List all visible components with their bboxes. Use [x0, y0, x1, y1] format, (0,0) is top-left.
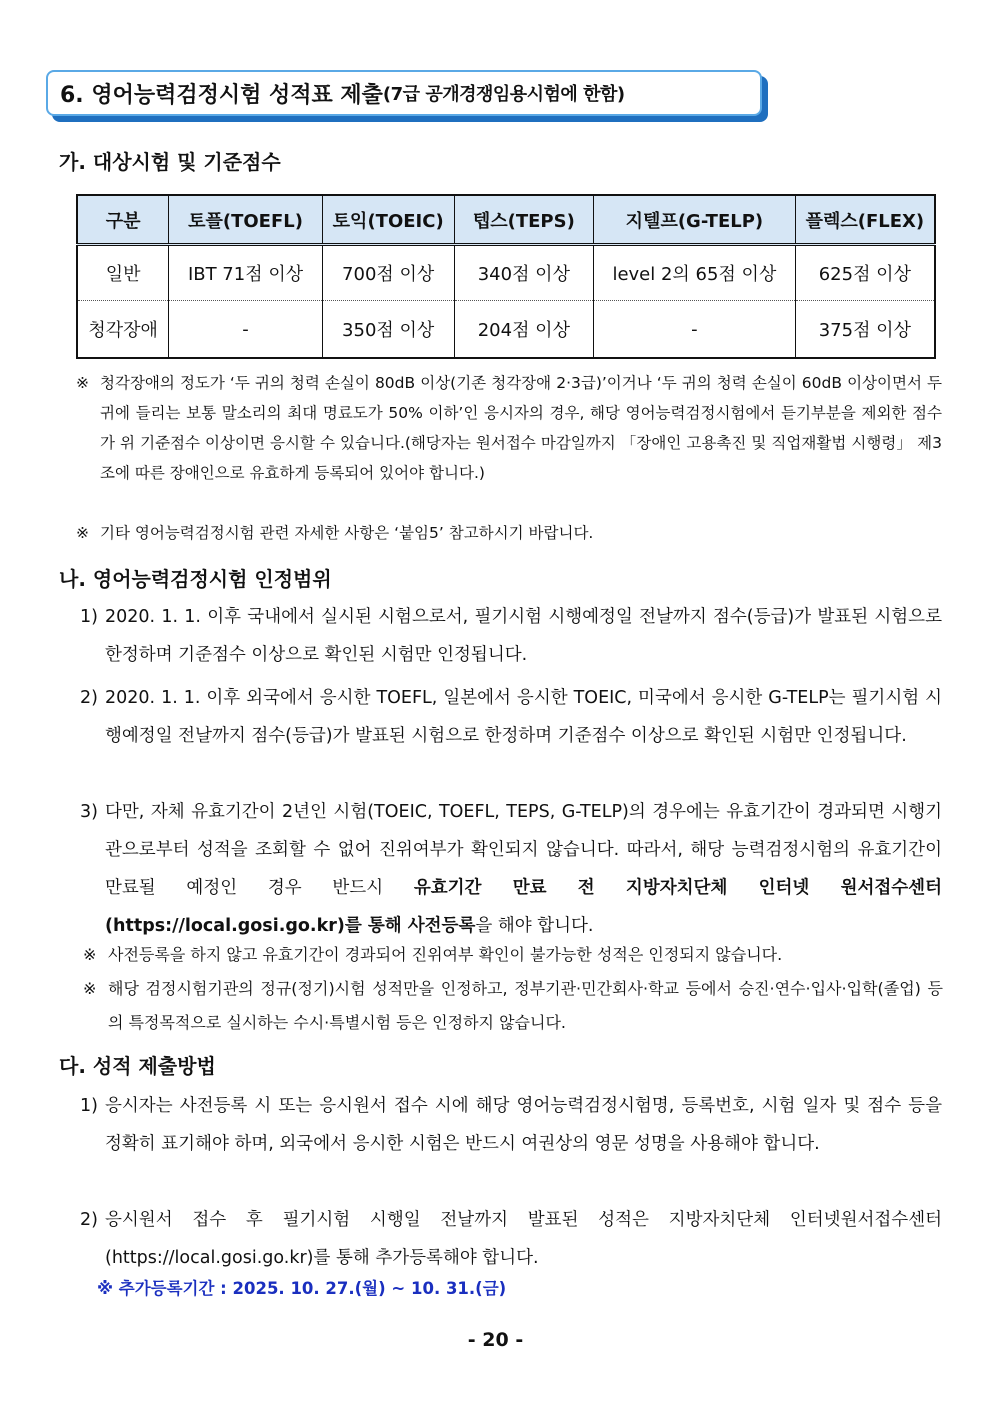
list-item: [80, 598, 942, 674]
subsection-b-heading: 나. 영어능력검정시험 인정범위: [59, 567, 332, 591]
note-mark: ※: [83, 979, 97, 998]
score-table-header-row: [77, 195, 935, 245]
table-row: [77, 245, 935, 301]
table-header-toefl: 토플(TOEFL): [169, 195, 323, 245]
note-preregistration: [83, 938, 943, 972]
item-number: 2): [80, 1210, 98, 1230]
table-header-gtelp: 지텔프(G-TELP): [594, 195, 796, 245]
note-mark: ※: [76, 524, 89, 542]
item-text: [105, 793, 942, 945]
table-cell: IBT 71점 이상: [169, 245, 323, 301]
note-text: 청각장애의 정도가 ‘두 귀의 청력 손실이 80dB 이상(기존 청각장애 2·3급)’이거나 ‘두 귀의 청력 손실이 60dB 이상이면서 두 귀에 들리는 보통 말소리의 최대 명료도가 50% 이하’인 응시자의 경우, 해당 영어능력검정시험에서 듣기부분을 제외한 점수가 위 기준점수 이상이면 응시할 수 있습니다.(해당자는 원서접수 마감일까지 「장애인 고용촉진 및 직업재활법 시행령」 제3조에 따른 장애인으로 유효하게 등록되어 있어야 합니다.): [100, 374, 942, 482]
note-regular-exam: [83, 972, 943, 1040]
item-text-after: 을 해야 합니다.: [475, 916, 594, 936]
table-header-toeic: 토익(TOEIC): [322, 195, 454, 245]
list-item: [80, 1087, 942, 1163]
table-cell: level 2의 65점 이상: [594, 245, 796, 301]
table-cell: -: [169, 301, 323, 359]
item-number: 1): [80, 1096, 98, 1116]
section-title-main: 6. 영어능력검정시험 성적표 제출: [60, 82, 383, 108]
item-text-before: 다만, 자체 유효기간이 2년인 시험(TOEIC, TOEFL, TEPS, G-TELP)의 경우에는 유효기간이 경과되면 시행기관으로부터 성적을 조회할 수 없어 진위여부가 확인되지 않습니다. 따라서, 해당 능력검정시험의 유효기간이 만료될 예정인 경우 반드시: [105, 802, 942, 898]
list-item: [80, 1201, 942, 1277]
table-cell: 204점 이상: [454, 301, 594, 359]
table-header-teps: 텝스(TEPS): [454, 195, 594, 245]
table-header-flex: 플렉스(FLEX): [795, 195, 935, 245]
table-row: [77, 301, 935, 359]
subsection-c-heading: 다. 성적 제출방법: [59, 1054, 216, 1078]
note-attachment: [76, 518, 942, 548]
subsection-a-heading: 가. 대상시험 및 기준점수: [59, 150, 281, 174]
section-title-sub: (7급 공개경쟁임용시험에 한함): [382, 84, 625, 105]
table-cell: 350점 이상: [322, 301, 454, 359]
note-mark: ※: [76, 374, 89, 392]
additional-registration-period: ※ 추가등록기간 : 2025. 10. 27.(월) ~ 10. 31.(금): [97, 1279, 507, 1298]
list-item: [80, 793, 942, 945]
note-text: 기타 영어능력검정시험 관련 자세한 사항은 ‘붙임5’ 참고하시기 바랍니다.: [100, 524, 594, 542]
section-title: [46, 70, 762, 116]
item-number: 3): [80, 802, 98, 822]
table-cell: 375점 이상: [795, 301, 935, 359]
table-header-category: 구분: [77, 195, 169, 245]
page-number: - 20 -: [467, 1329, 524, 1351]
item-number: 1): [80, 607, 98, 627]
note-hearing-impaired: [76, 368, 942, 488]
item-text: 응시자는 사전등록 시 또는 응시원서 접수 시에 해당 영어능력검정시험명, 등록번호, 시험 일자 및 점수 등을 정확히 표기해야 하며, 외국에서 응시한 시험은 반드시 여권상의 영문 성명을 사용해야 합니다.: [105, 1096, 942, 1154]
table-cell: -: [594, 301, 796, 359]
list-item: [80, 679, 942, 755]
note-text: 해당 검정시험기관의 정규(정기)시험 성적만을 인정하고, 정부기관·민간회사·학교 등에서 승진·연수·입사·입학(졸업) 등의 특정목적으로 실시하는 수시·특별시험 등은 인정하지 않습니다.: [108, 979, 943, 1032]
table-cell: 700점 이상: [322, 245, 454, 301]
item-text: 응시원서 접수 후 필기시험 시행일 전날까지 발표된 성적은 지방자치단체 인터넷원서접수센터 (https://local.gosi.go.kr)를 통해 추가등록해야 합니다.: [105, 1210, 942, 1268]
table-cell: 625점 이상: [795, 245, 935, 301]
item-text: 2020. 1. 1. 이후 국내에서 실시된 시험으로서, 필기시험 시행예정일 전날까지 점수(등급)가 발표된 시험으로 한정하며 기준점수 이상으로 확인된 시험만 인정됩니다.: [105, 607, 942, 665]
note-mark: ※: [83, 945, 97, 964]
item-text-bold: 유효기간 만료 전 지방자치단체 인터넷 원서접수센터(https://local.gosi.go.kr)를 통해 사전등록: [105, 878, 942, 936]
item-text: 2020. 1. 1. 이후 외국에서 응시한 TOEFL, 일본에서 응시한 TOEIC, 미국에서 응시한 G-TELP는 필기시험 시행예정일 전날까지 점수(등급)가 발표된 시험으로 한정하며 기준점수 이상으로 확인된 시험만 인정됩니다.: [105, 688, 942, 746]
table-cell: 340점 이상: [454, 245, 594, 301]
note-text: 사전등록을 하지 않고 유효기간이 경과되어 진위여부 확인이 불가능한 성적은 인정되지 않습니다.: [108, 945, 783, 964]
item-number: 2): [80, 688, 98, 708]
score-table: [76, 194, 936, 359]
table-cell: 일반: [77, 245, 169, 301]
table-cell: 청각장애: [77, 301, 169, 359]
